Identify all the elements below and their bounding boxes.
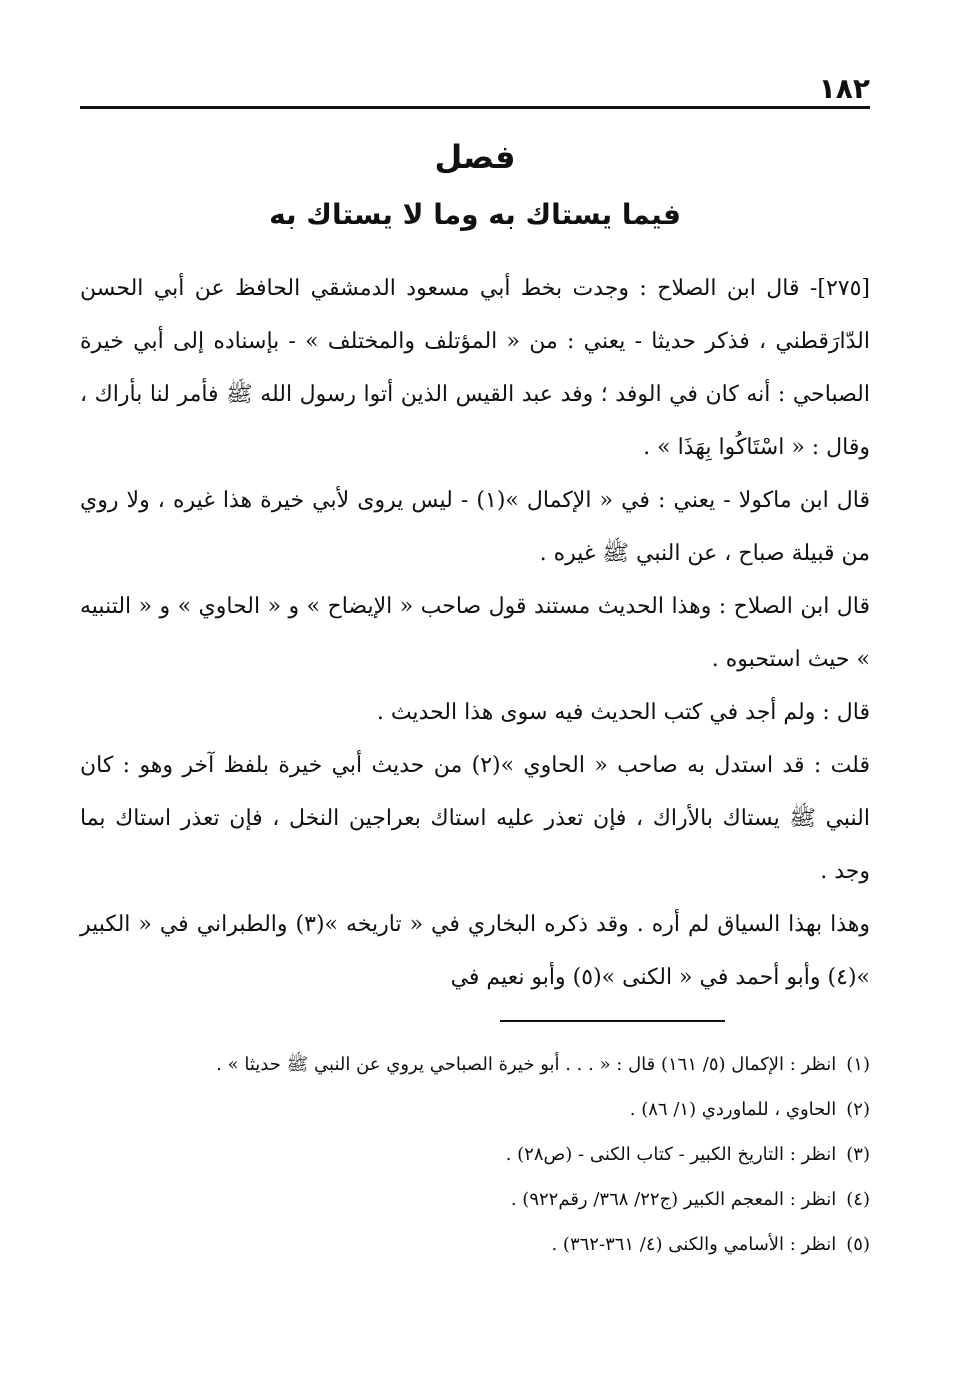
footnote-number: (١)	[846, 1054, 870, 1075]
page-number: ١٨٢	[818, 72, 870, 105]
paragraph: قال : ولم أجد في كتب الحديث فيه سوى هذا الحديث .	[376, 700, 870, 725]
footnote	[80, 1222, 870, 1267]
paragraph: [٢٧٥]- قال ابن الصلاح : وجدت بخط أبي مسعود الدمشقي الحافظ عن أبي الحسن الدّارَقطني ، فذكر حديثا - يعني : من « المؤتلف والمختلف » - بإسناده إلى أبي خيرة الصباحي : أنه كان في الوفد ؛ وفد عبد القيس الذين أتوا رسول الله ﷺ فأمر لنا بأراك ، وقال : « اسْتَاكُوا بِهَذَا » .	[80, 276, 870, 460]
footnote-text: انظر : الإكمال (٥/ ١٦١) قال : « . . . أبو خيرة الصباحي يروي عن النبي ﷺ حديثا » .	[216, 1054, 837, 1075]
footnote	[80, 1132, 870, 1177]
footnote-number: (٣)	[846, 1144, 870, 1165]
paragraph: قال ابن الصلاح : وهذا الحديث مستند قول صاحب « الإيضاح » و « الحاوي » و « التنبيه » حيث استحبوه .	[80, 594, 870, 672]
footnote-number: (٥)	[846, 1234, 870, 1255]
section-title: فصل	[434, 138, 516, 176]
footnote-rule	[500, 1020, 725, 1022]
footnote	[80, 1042, 870, 1087]
footnote-text: انظر : الأسامي والكنى (٤/ ٣٦١-٣٦٢) .	[551, 1234, 837, 1255]
footnote-text: الحاوي ، للماوردي (١/ ٨٦) .	[629, 1099, 837, 1120]
footnote-number: (٤)	[846, 1189, 870, 1210]
paragraph: وهذا بهذا السياق لم أره . وقد ذكره البخاري في « تاريخه »(٣) والطبراني في « الكبير »(٤) وأبو أحمد في « الكنى »(٥) وأبو نعيم في	[80, 912, 870, 990]
paragraph: قلت : قد استدل به صاحب « الحاوي »(٢) من حديث أبي خيرة بلفظ آخر وهو : كان النبي ﷺ يستاك بالأراك ، فإن تعذر عليه استاك بعراجين النخل ، فإن تعذر استاك بما وجد .	[80, 753, 870, 884]
page	[80, 0, 870, 1383]
footnote-text: انظر : المعجم الكبير (ج٢٢/ ٣٦٨/ رقم٩٢٢) .	[510, 1189, 837, 1210]
footnote	[80, 1177, 870, 1222]
body-text	[80, 262, 870, 1004]
paragraph: قال ابن ماكولا - يعني : في « الإكمال »(١) - ليس يروى لأبي خيرة هذا غيره ، ولا روي من قبيلة صباح ، عن النبي ﷺ غيره .	[80, 488, 870, 566]
footnote-text: انظر : التاريخ الكبير - كتاب الكنى - (ص٢٨) .	[505, 1144, 837, 1165]
header-rule	[80, 106, 870, 109]
footnote	[80, 1087, 870, 1132]
footnote-number: (٢)	[846, 1099, 870, 1120]
footnotes	[80, 1042, 870, 1267]
section-subtitle: فيما يستاك به وما لا يستاك به	[269, 198, 681, 231]
